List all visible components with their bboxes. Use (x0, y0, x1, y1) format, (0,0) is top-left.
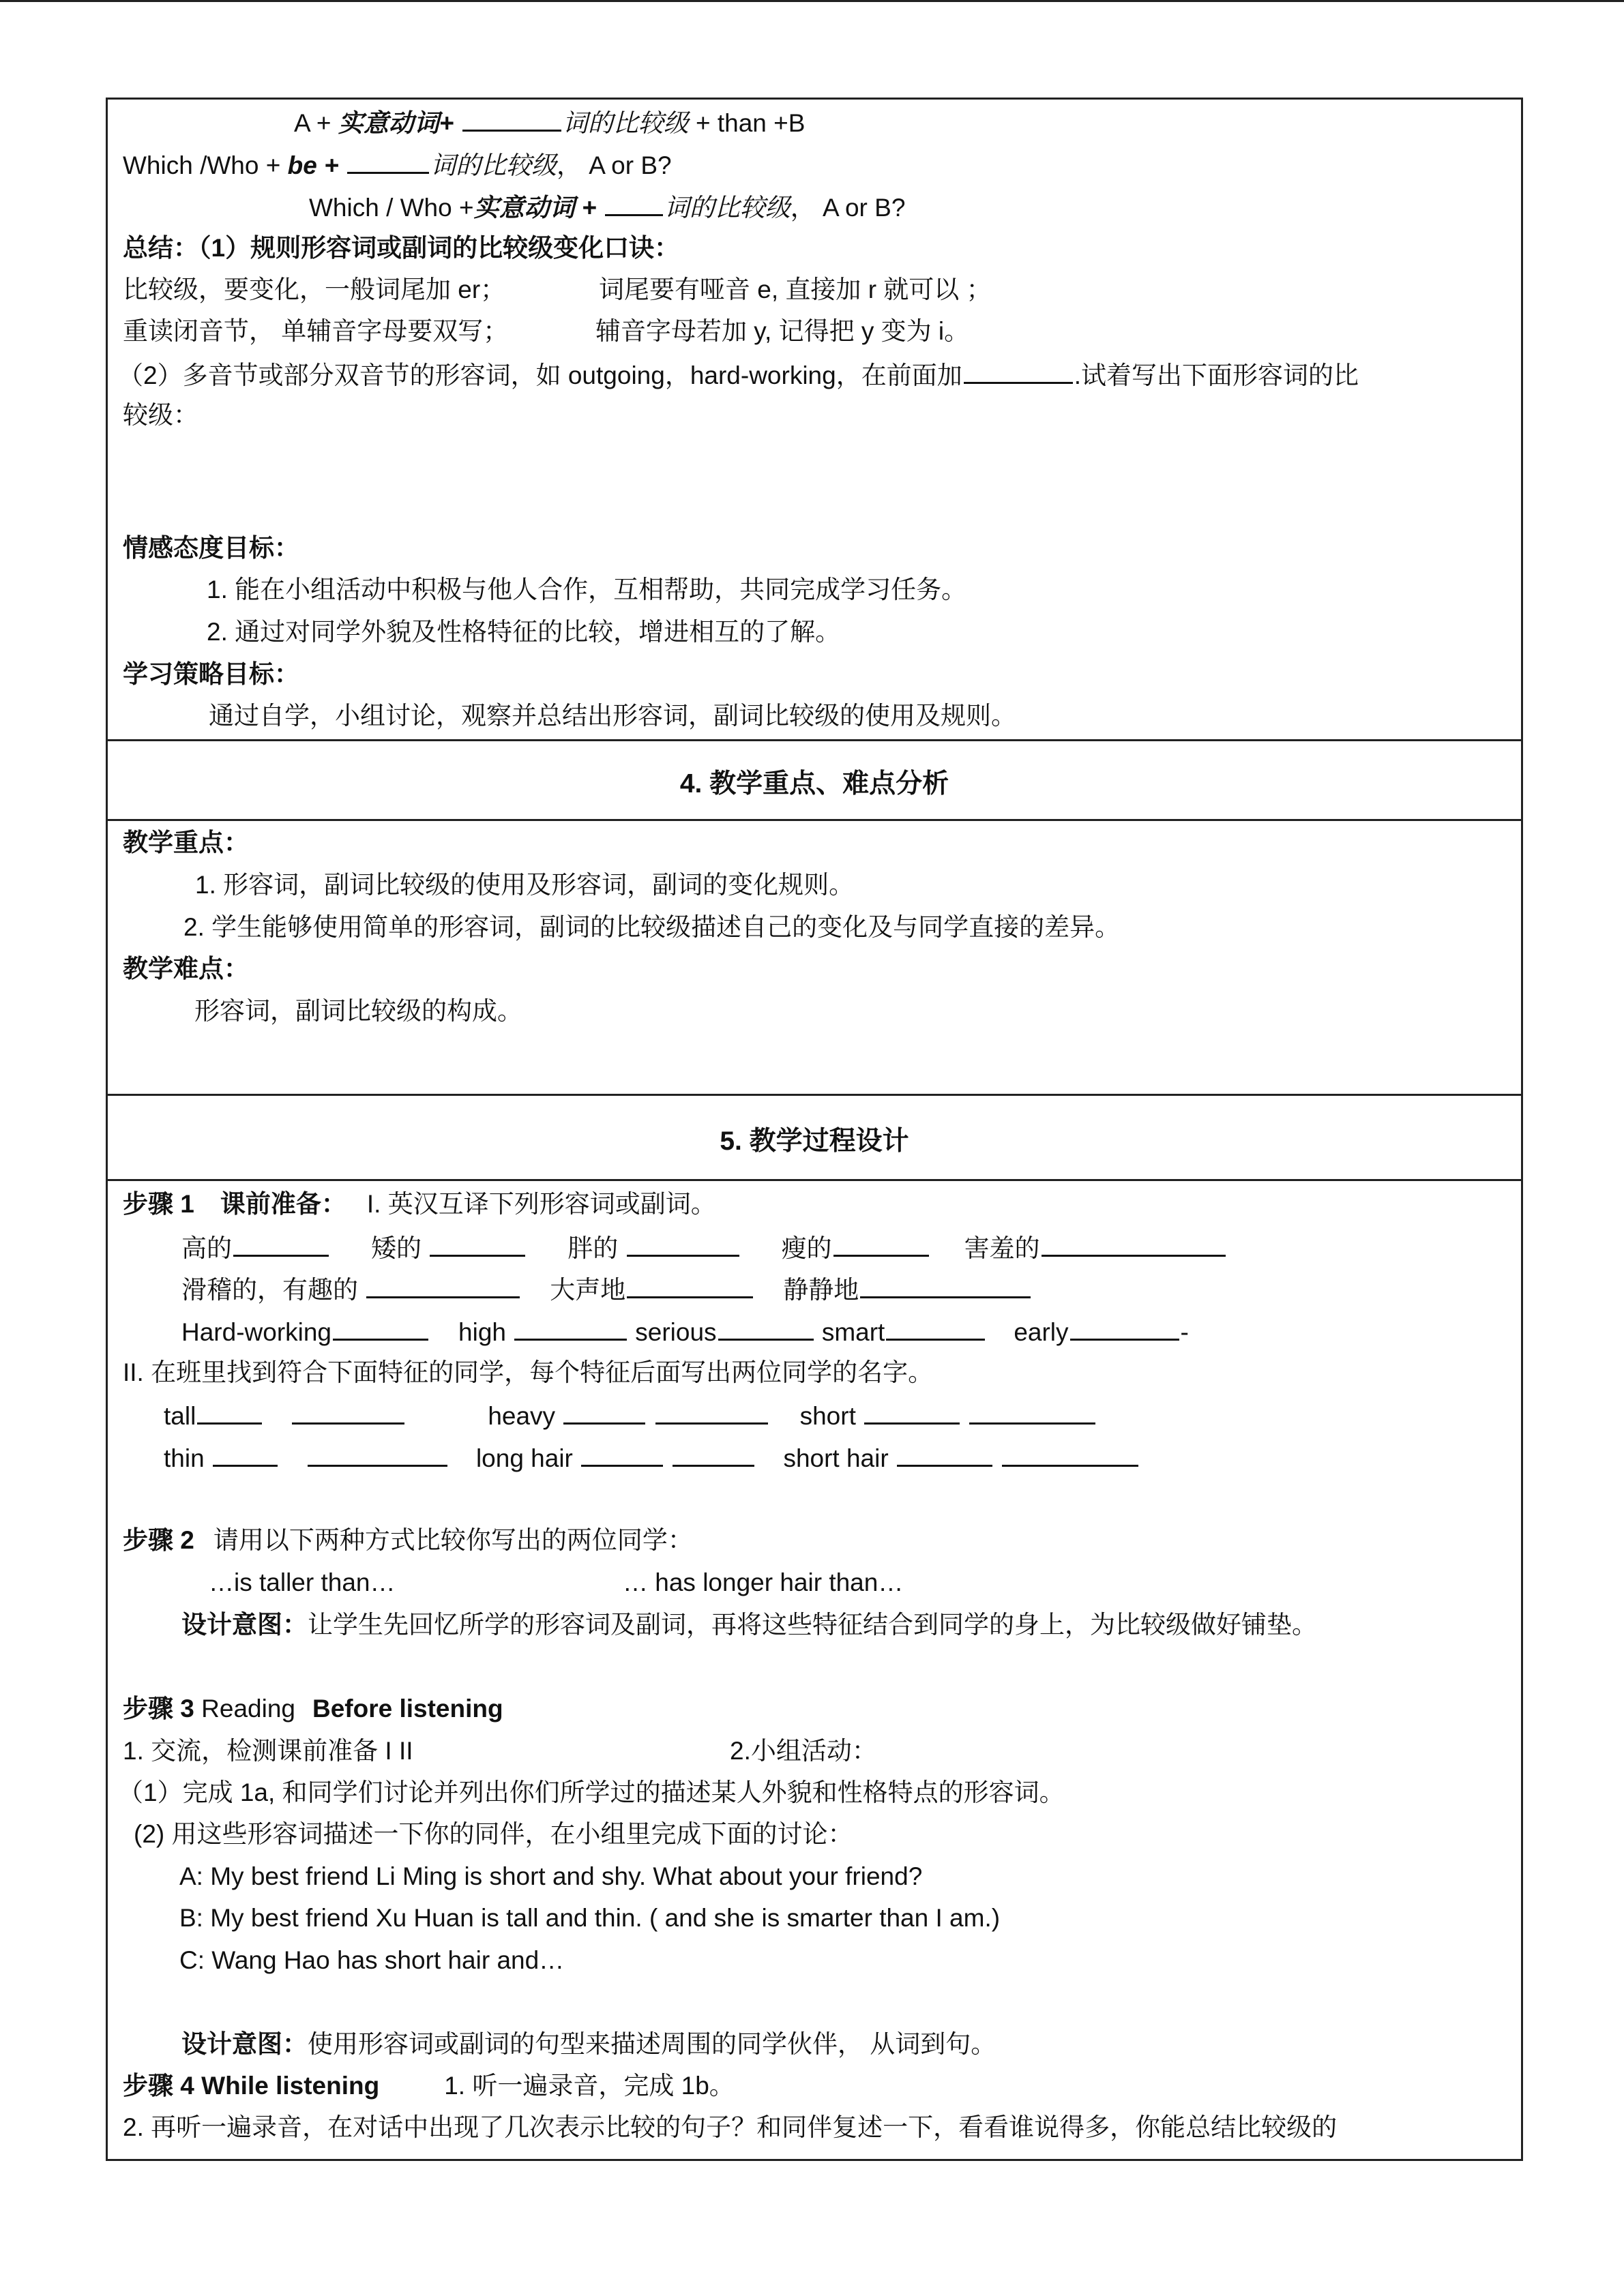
step-title: 课前准备： (220, 1190, 346, 1218)
step-label: 步骤 3 (123, 1695, 194, 1723)
step-2-example-2: … has longer hair than… (623, 1568, 904, 1596)
trait-item: tall (164, 1402, 196, 1430)
blank (964, 359, 1073, 384)
vocab-item: 高的 (181, 1234, 232, 1262)
rule-3 (118, 359, 1359, 391)
traits-row-2 (164, 1442, 1140, 1474)
blank (333, 1315, 428, 1341)
blank (233, 1232, 329, 1257)
rule-1b: 词尾要有哑音 e, 直接加 r 就可以 ； (599, 275, 992, 303)
step-3 (123, 1694, 503, 1724)
blank (462, 106, 561, 132)
step-3-item-2: 2.小组活动： (730, 1737, 877, 1765)
vocab-row-3 (181, 1315, 1189, 1347)
blank (833, 1232, 929, 1257)
dialog-line: B: My best friend Xu Huan is tall and thin. ( and she is smarter than I am.) (179, 1904, 1001, 1932)
blank (860, 1273, 1031, 1298)
design-intent-1 (181, 1610, 1317, 1640)
dialog-line: A: My best friend Li Ming is short and shy. What about your friend? (179, 1862, 923, 1890)
blank (886, 1315, 985, 1341)
blank (627, 1232, 739, 1257)
key-points-section (106, 819, 1523, 1096)
design-text: 使用形容词或副词的句型来描述周围的同学伙伴， 从词到句。 (308, 2030, 996, 2058)
emotion-title: 情感态度目标： (123, 534, 299, 562)
vocab-item: early (1014, 1318, 1069, 1346)
key-points-title: 教学重点： (123, 829, 249, 856)
strategy-text: 通过自学，小组讨论，观察并总结出形容词，副词比较级的使用及规则。 (209, 702, 1016, 730)
step-label: 步骤 1 (123, 1190, 194, 1218)
step-label: 步骤 4 (123, 2072, 194, 2100)
blank (308, 1442, 447, 1467)
design-text: 让学生先回忆所学的形容词及副词，再将这些特征结合到同学的身上，为比较级做好铺垫。 (308, 1611, 1317, 1639)
blank (366, 1273, 520, 1298)
emotion-item: 1. 能在小组活动中积极与他人合作，互相帮助，共同完成学习任务。 (207, 576, 967, 603)
blank (969, 1399, 1095, 1425)
pattern-prefix: Which /Who + (123, 151, 288, 179)
blank (627, 1273, 753, 1298)
pattern-comparative: 词的比较级 (430, 151, 557, 179)
blank (1002, 1442, 1138, 1467)
step-4-item-1: 1. 听一遍录音，完成 1b。 (444, 2072, 735, 2100)
step-3-sub-1: （1）完成 1a, 和同学们讨论并列出你们所学过的描述某人外貌和性格特点的形容词。 (118, 1778, 1065, 1806)
trait-item: thin (164, 1444, 205, 1472)
blank (718, 1315, 814, 1341)
vocab-dash: - (1180, 1318, 1189, 1346)
vocab-row-2 (181, 1273, 1032, 1305)
pattern-suffix: + than +B (688, 109, 806, 137)
summary-title: 总结：（1）规则形容词或副词的比较级变化口诀： (123, 234, 680, 262)
vocab-item: serious (635, 1318, 717, 1346)
pattern-suffix: ， A or B? (556, 151, 672, 179)
blank (655, 1399, 768, 1425)
blank (1042, 1232, 1226, 1257)
design-intent-2 (181, 2029, 996, 2059)
rule-2b: 辅音字母若加 y, 记得把 y 变为 i。 (595, 317, 970, 345)
process-header-row (106, 1094, 1523, 1181)
blank (430, 1232, 525, 1257)
step-4 (123, 2071, 735, 2101)
blank (897, 1442, 992, 1467)
step-title: Before listening (312, 1695, 503, 1723)
blank (197, 1399, 262, 1425)
pattern-prefix: A + (294, 109, 338, 137)
rule-3-text: （2）多音节或部分双音节的形容词，如 outgoing，hard-working，在前面加 (118, 361, 962, 389)
step-reading: Reading (201, 1695, 295, 1723)
section-heading: 4. 教学重点、难点分析 (679, 769, 949, 799)
step-1 (123, 1189, 716, 1219)
process-section (106, 1179, 1523, 2161)
vocab-item: 滑稽的，有趣的 (181, 1276, 358, 1304)
rule-1a: 比较级，要变化，一般词尾加 er； (123, 275, 506, 303)
trait-item: long hair (475, 1444, 573, 1472)
step-4-item-2: 2. 再听一遍录音，在对话中出现了几次表示比较的句子？和同伴复述一下，看看谁说得多，你能总结比较级的 (123, 2113, 1338, 2141)
vocab-item: high (458, 1318, 506, 1346)
rule-3-text-end: .试着写出下面形容词的比 (1074, 361, 1359, 389)
pattern-line-3 (309, 191, 905, 223)
pattern-verb: 实意动词+ (338, 109, 461, 137)
pattern-line-1 (294, 106, 805, 138)
step-task: I. 英汉互译下列形容词或副词。 (366, 1190, 716, 1218)
key-points-header-row (106, 739, 1523, 821)
step-2 (123, 1525, 693, 1555)
trait-item: short (799, 1402, 856, 1430)
step-3-sub-2: (2) 用这些形容词描述一下你的同伴，在小组里完成下面的讨论： (134, 1820, 853, 1848)
blank (563, 1399, 645, 1425)
emotion-item: 2. 通过对同学外貌及性格特征的比较，增进相互的了解。 (207, 618, 841, 646)
vocab-item: 静静地 (783, 1276, 859, 1304)
key-point-item: 1. 形容词，副词比较级的使用及形容词，副词的变化规则。 (195, 871, 855, 899)
pattern-prefix: Which / Who + (309, 194, 474, 222)
design-label: 设计意图： (181, 1611, 308, 1639)
key-point-item: 2. 学生能够使用简单的形容词，副词的比较级描述自己的变化及与同学直接的差异。 (183, 913, 1121, 941)
blank (292, 1399, 404, 1425)
pattern-comparative: 词的比较级 (562, 109, 689, 137)
trait-item: short hair (783, 1444, 889, 1472)
step-3-item-1: 1. 交流，检测课前准备 I II (123, 1737, 413, 1765)
pattern-verb: be + (287, 151, 346, 179)
blank (605, 191, 663, 216)
dialog-line: C: Wang Hao has short hair and… (179, 1946, 565, 1974)
page-top-border (0, 0, 1624, 2)
rule-2a: 重读闭音节， 单辅音字母要双写； (123, 317, 509, 345)
objectives-section (106, 98, 1523, 741)
blank (864, 1399, 960, 1425)
vocab-item: Hard-working (181, 1318, 332, 1346)
blank (673, 1442, 754, 1467)
blank (514, 1315, 627, 1341)
pattern-verb: 实意动词 + (473, 194, 604, 222)
step-2-example-1: …is taller than… (209, 1568, 396, 1596)
step-text: 请用以下两种方式比较你写出的两位同学： (213, 1526, 693, 1554)
vocab-item: 瘦的 (781, 1234, 832, 1262)
vocab-item: smart (821, 1318, 885, 1346)
vocab-item: 大声地 (550, 1276, 626, 1304)
strategy-title: 学习策略目标： (123, 660, 299, 688)
pattern-comparative: 词的比较级 (664, 194, 791, 222)
vocab-item: 胖的 (567, 1234, 619, 1262)
task-2: II. 在班里找到符合下面特征的同学，每个特征后面写出两位同学的名字。 (123, 1358, 934, 1386)
difficulty-title: 教学难点： (123, 955, 249, 983)
difficulty-text: 形容词，副词比较级的构成。 (194, 997, 522, 1025)
blank (347, 149, 429, 174)
step-title: While listening (201, 2072, 380, 2100)
blank (1070, 1315, 1179, 1341)
step-label: 步骤 2 (123, 1526, 194, 1554)
pattern-suffix: ， A or B? (790, 194, 906, 222)
design-label: 设计意图： (181, 2030, 308, 2058)
blank (213, 1442, 278, 1467)
vocab-row-1 (181, 1232, 1227, 1264)
blank (581, 1442, 663, 1467)
pattern-line-2 (123, 149, 672, 181)
traits-row-1 (164, 1399, 1097, 1431)
section-heading: 5. 教学过程设计 (720, 1126, 909, 1156)
vocab-item: 害羞的 (964, 1234, 1040, 1262)
vocab-item: 矮的 (371, 1234, 422, 1262)
rule-3-continued: 较级： (123, 401, 198, 429)
trait-item: heavy (488, 1402, 556, 1430)
